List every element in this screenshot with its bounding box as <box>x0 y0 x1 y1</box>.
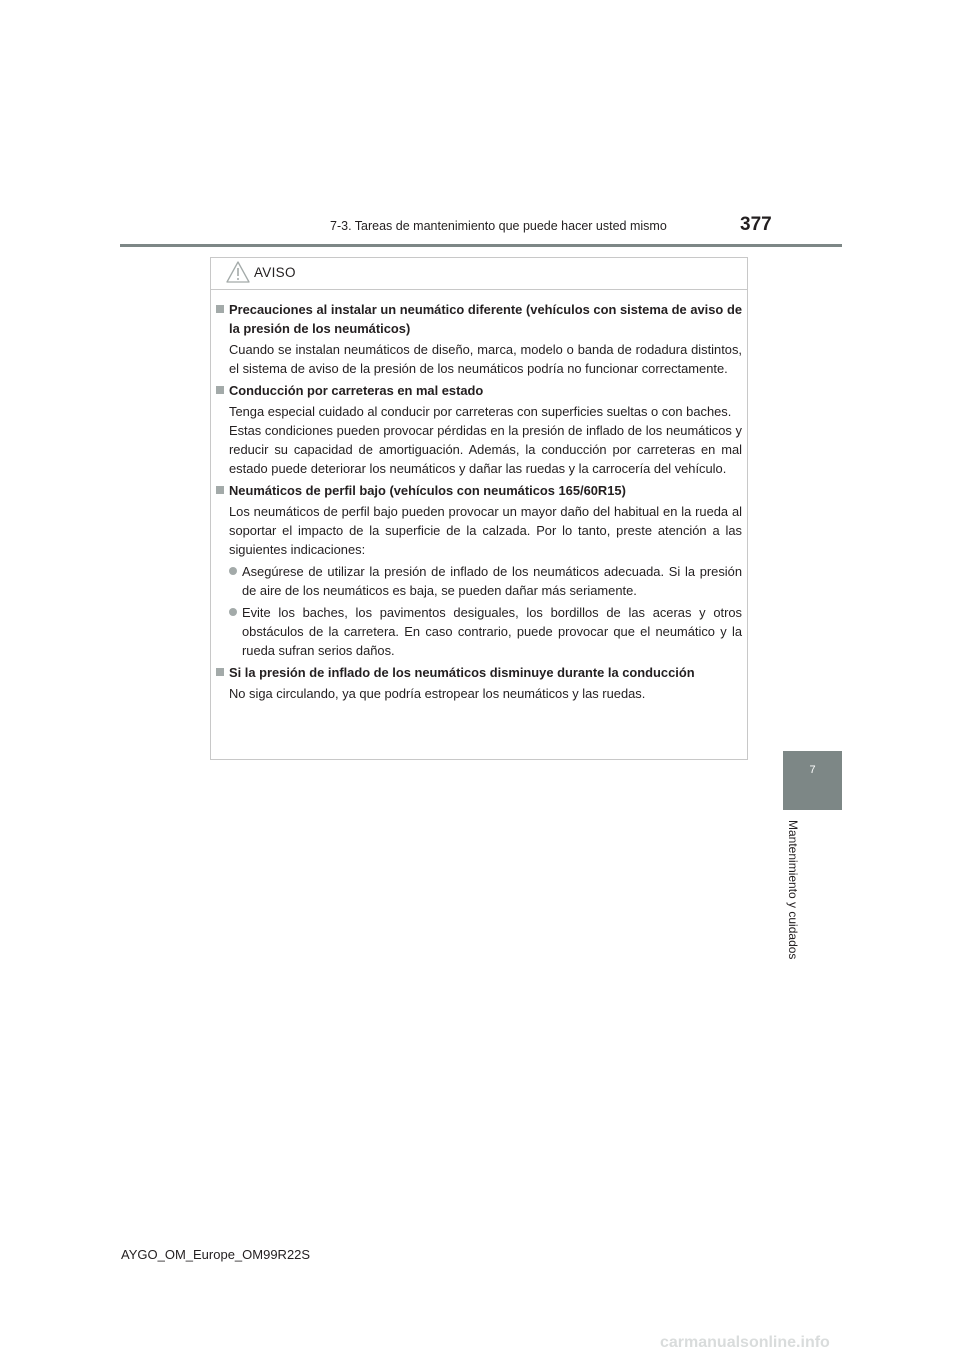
list-item-text: Asegúrese de utilizar la presión de inflado de los neumáticos adecuada. Si la presión de aire de los neumáticos es baja, se pueden dañar más seriamente. <box>242 564 742 598</box>
square-bullet-icon <box>216 386 224 394</box>
list-item <box>229 562 742 600</box>
section-title: Si la presión de inflado de los neumáticos disminuye durante la conducción <box>229 665 695 680</box>
round-bullet-icon <box>229 567 237 575</box>
warning-triangle-icon <box>226 261 250 283</box>
section-paragraph: Tenga especial cuidado al conducir por carreteras con superficies sueltas o con baches. <box>229 404 732 419</box>
warning-section <box>216 300 742 378</box>
section-paragraph: No siga circulando, ya que podría estropear los neumáticos y las ruedas. <box>229 686 646 701</box>
section-paragraph: Estas condiciones pueden provocar pérdidas en la presión de inflado de los neumáticos y reducir su capacidad de amortiguación. Además, la conducción por carreteras en mal estado puede deteriorar los neumáticos y dañar las ruedas y la carrocería del vehículo. <box>229 423 742 476</box>
warning-content <box>216 300 742 706</box>
list-item <box>229 603 742 660</box>
header-section-title: 7-3. Tareas de mantenimiento que puede hacer usted mismo <box>330 219 667 233</box>
warning-header <box>226 261 296 283</box>
section-title: Precauciones al instalar un neumático diferente (vehículos con sistema de aviso de la presión de los neumáticos) <box>229 302 742 336</box>
section-paragraph: Los neumáticos de perfil bajo pueden provocar un mayor daño del habitual en la rueda al soportar el impacto de la superficie de la calzada. Por lo tanto, preste atención a las siguientes indicaciones: <box>229 504 742 557</box>
warning-section <box>216 481 742 660</box>
page-number: 377 <box>740 214 772 235</box>
square-bullet-icon <box>216 486 224 494</box>
square-bullet-icon <box>216 668 224 676</box>
round-bullet-icon <box>229 608 237 616</box>
warning-header-divider <box>211 289 747 290</box>
warning-section <box>216 381 742 478</box>
chapter-number: 7 <box>809 764 816 776</box>
warning-label: AVISO <box>254 264 296 280</box>
watermark: carmanualsonline.info <box>660 1334 830 1351</box>
document-code: AYGO_OM_Europe_OM99R22S <box>121 1247 311 1262</box>
chapter-title: Mantenimiento y cuidados <box>786 820 800 960</box>
list-item-text: Evite los baches, los pavimentos desiguales, los bordillos de las aceras y otros obstáculos de la carretera. En caso contrario, puede provocar que el neumático y la rueda sufran serios daños. <box>242 605 742 658</box>
header-divider <box>120 244 842 247</box>
section-title: Neumáticos de perfil bajo (vehículos con neumáticos 165/60R15) <box>229 483 626 498</box>
square-bullet-icon <box>216 305 224 313</box>
chapter-tab <box>783 751 842 810</box>
section-paragraph: Cuando se instalan neumáticos de diseño, marca, modelo o banda de rodadura distintos, el sistema de aviso de la presión de los neumáticos podría no funcionar correctamente. <box>229 342 742 376</box>
warning-section <box>216 663 742 703</box>
section-title: Conducción por carreteras en mal estado <box>229 383 484 398</box>
